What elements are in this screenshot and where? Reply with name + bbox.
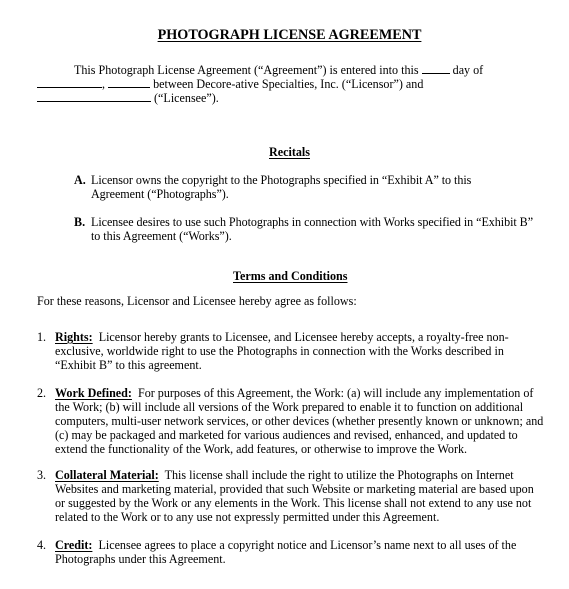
term-1-number: 1. <box>37 330 47 344</box>
term-3-line-3: or suggested by the Work or any elements in the Work. This license shall not extend to any use not <box>55 496 532 510</box>
recitals-heading: Recitals <box>269 145 310 159</box>
term-1-line-3: “Exhibit B” to this agreement. <box>55 358 202 372</box>
recital-b-line-1: Licensee desires to use such Photographs in connection with Works specified in “Exhibit B” <box>91 215 534 229</box>
term-3-line-4: related to the Work or to any use not expressly permitted under this Agreement. <box>55 510 440 524</box>
term-2-line-3: computers, multi-user network services, or other devices (whether presently known or unknown; and <box>55 414 544 428</box>
term-3-label: Collateral Material: <box>55 468 159 482</box>
year-blank <box>108 76 150 88</box>
intro-line-3-text: (“Licensee”). <box>154 91 219 105</box>
intro-line-2-text: between Decore-ative Specialties, Inc. (“Licensor”) and <box>153 77 424 91</box>
term-4-label: Credit: <box>55 538 93 552</box>
term-2-line-4: (c) may be packaged and marketed for various audiences and revised, enhanced, and updated to <box>55 428 518 442</box>
licensee-name-blank <box>37 90 151 102</box>
recital-a-line-1: Licensor owns the copyright to the Photographs specified in “Exhibit A” to this <box>91 173 472 187</box>
term-4-number: 4. <box>37 538 47 552</box>
term-2-line-5: extend the functionality of the Work, add features, or otherwise to improve the Work. <box>55 442 468 456</box>
recital-a-letter: A. <box>74 173 86 187</box>
intro-line-1-text: This Photograph License Agreement (“Agreement”) is entered into this <box>74 63 419 77</box>
term-4-line-2: Photographs under this Agreement. <box>55 552 226 566</box>
date-blank <box>422 62 450 74</box>
term-2-line-1: For purposes of this Agreement, the Work: (a) will include any implementation of <box>137 386 534 400</box>
intro-comma: , <box>102 77 106 91</box>
recital-b-line-2: to this Agreement (“Works”). <box>91 229 232 243</box>
term-2-number: 2. <box>37 386 47 400</box>
term-4-first-line <box>55 538 516 552</box>
document-title: PHOTOGRAPH LICENSE AGREEMENT <box>157 27 422 43</box>
term-3-number: 3. <box>37 468 47 482</box>
term-1-first-line <box>55 330 509 344</box>
terms-heading: Terms and Conditions <box>233 269 348 283</box>
term-3-first-line <box>55 468 514 482</box>
term-2-first-line <box>55 386 533 400</box>
term-2-label: Work Defined: <box>55 386 132 400</box>
recital-b-letter: B. <box>74 215 86 229</box>
recital-a-line-2: Agreement (“Photographs”). <box>91 187 229 201</box>
terms-lead: For these reasons, Licensor and Licensee hereby agree as follows: <box>37 294 357 308</box>
term-4-line-1: Licensee agrees to place a copyright notice and Licensor’s name next to all uses of the <box>98 538 517 552</box>
term-3-line-2: Websites and marketing material, provided that such Website or marketing material are based upon <box>55 482 534 496</box>
intro-line-3 <box>37 90 219 105</box>
month-blank <box>37 76 102 88</box>
intro-line-2 <box>37 76 423 91</box>
intro-day-of: day of <box>452 63 484 77</box>
term-1-line-1: Licensor hereby grants to Licensee, and Licensee hereby accepts, a royalty-free non- <box>98 330 509 344</box>
term-1-label: Rights: <box>55 330 93 344</box>
intro-line-1 <box>74 62 483 77</box>
term-1-line-2: exclusive, worldwide right to use the Photographs in connection with the Works described in <box>55 344 504 358</box>
term-3-line-1: This license shall include the right to utilize the Photographs on Internet <box>164 468 514 482</box>
term-2-line-2: the Work; (b) will include all versions of the Work prepared to enable it to function on additional <box>55 400 524 414</box>
